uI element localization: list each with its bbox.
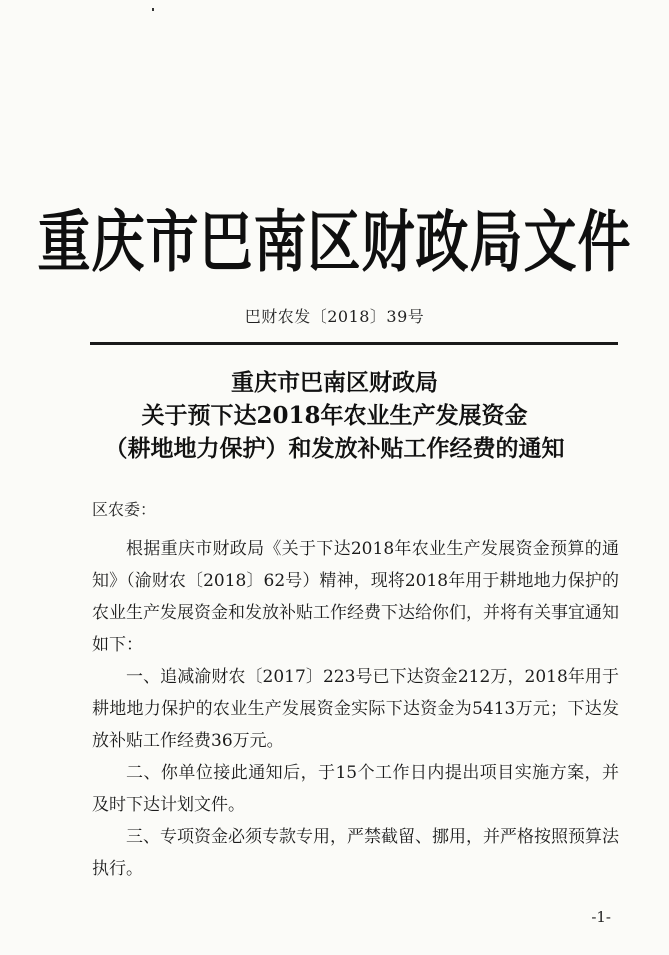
notice-body — [92, 533, 619, 885]
body-paragraph-item-3: 三、专项资金必须专款专用，严禁截留、挪用，并严格按照预算法执行。 — [92, 827, 619, 879]
page-number: -1- — [591, 908, 611, 926]
header-divider-line — [90, 342, 618, 345]
notice-title-line-2: 关于预下达2018年农业生产发展资金 — [141, 402, 528, 429]
document-header-title: 重庆市巴南区财政局文件 — [37, 205, 632, 282]
salutation: 区农委： — [92, 500, 157, 519]
notice-title-line-3: （耕地地力保护）和发放补贴工作经费的通知 — [104, 435, 565, 462]
body-paragraph-item-2: 二、你单位接此通知后，于15个工作日内提出项目实施方案，并及时下达计划文件。 — [92, 763, 619, 815]
body-paragraph-intro: 根据重庆市财政局《关于下达2018年农业生产发展资金预算的通知》（渝财农〔2018〕62号）精神，现将2018年用于耕地地力保护的农业生产发展资金和发放补贴工作经费下达给你们，并将有关事宜通知如下： — [92, 539, 619, 655]
scan-speck — [152, 8, 154, 11]
document-number: 巴财农发〔2018〕39号 — [244, 307, 425, 326]
notice-title-line-1: 重庆市巴南区财政局 — [231, 369, 438, 396]
body-paragraph-item-1: 一、追减渝财农〔2017〕223号已下达资金212万，2018年用于耕地地力保护的农业生产发展资金实际下达资金为5413万元；下达发放补贴工作经费36万元。 — [92, 667, 619, 751]
